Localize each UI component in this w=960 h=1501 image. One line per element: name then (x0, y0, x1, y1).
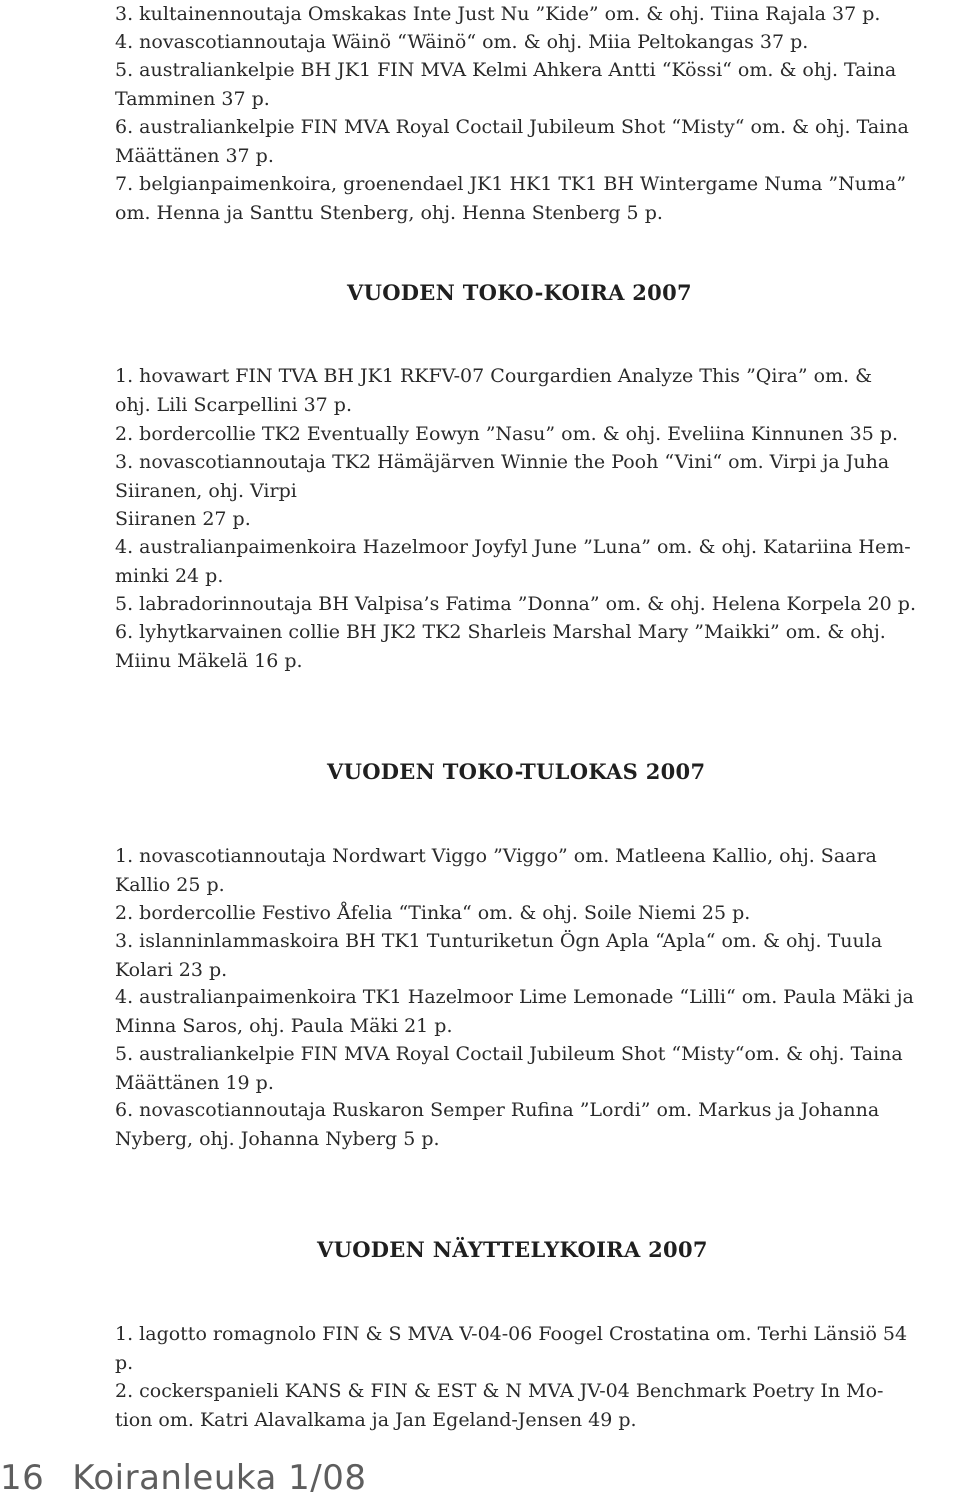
list-item: 5. australiankelpie BH JK1 FIN MVA Kelmi Ahkera Antti “Kössi“ om. & ohj. Taina Tamminen 37 p. (115, 59, 897, 110)
list-item: 5. australiankelpie FIN MVA Royal Coctail Jubileum Shot “Misty“om. & ohj. Taina Määttänen 19 p. (115, 1043, 903, 1094)
list-item: 3. islanninlammaskoira BH TK1 Tunturiketun Ögn Apla “Apla“ om. & ohj. Tuula Kolari 23 p. (115, 930, 883, 981)
list-item: 5. labradorinnoutaja BH Valpisa’s Fatima ”Donna” om. & ohj. Helena Korpela 20 p. (115, 593, 916, 615)
list-item: 1. novascotiannoutaja Nordwart Viggo ”Viggo” om. Matleena Kallio, ohj. Saara Kallio 25 p. (115, 845, 877, 896)
section-heading-toko-koira: VUODEN TOKO-KOIRA 2007 (347, 280, 692, 305)
list-item: 6. novascotiannoutaja Ruskaron Semper Rufina ”Lordi” om. Markus ja Johanna Nyberg, ohj. Johanna Nyberg 5 p. (115, 1099, 880, 1150)
section-heading-nayttelykoira: VUODEN NÄYTTELYKOIRA 2007 (317, 1237, 708, 1262)
list-item: 1. lagotto romagnolo FIN & S MVA V-04-06 Foogel Crostatina om. Terhi Länsiö 54 p. (115, 1323, 908, 1374)
list-item: 3. novascotiannoutaja TK2 Hämäjärven Winnie the Pooh “Vini“ om. Virpi ja Juha Siiranen, ohj. Virpi Siiranen 27 p. (115, 451, 890, 530)
list-item: 3. kultainennoutaja Omskakas Inte Just Nu ”Kide” om. & ohj. Tiina Rajala 37 p. (115, 3, 881, 25)
list-item: 7. belgianpaimenkoira, groenendael JK1 HK1 TK1 BH Wintergame Numa ”Numa” om. Henna ja Santtu Stenberg, ohj. Henna Stenberg 5 p. (115, 173, 907, 224)
page-number: 16 (0, 1458, 45, 1498)
publication-title: Koiranleuka 1/08 (72, 1458, 367, 1498)
list-item: 2. bordercollie TK2 Eventually Eowyn ”Nasu” om. & ohj. Eveliina Kinnunen 35 p. (115, 423, 899, 445)
list-item: 2. bordercollie Festivo Åfelia “Tinka“ om. & ohj. Soile Niemi 25 p. (115, 902, 751, 924)
page-footer (0, 1458, 366, 1498)
list-item: 4. novascotiannoutaja Wäinö “Wäinö“ om. & ohj. Miia Peltokangas 37 p. (115, 31, 809, 53)
list-item: 4. australianpaimenkoira TK1 Hazelmoor Lime Lemonade “Lilli“ om. Paula Mäki ja Minna Saros, ohj. Paula Mäki 21 p. (115, 986, 914, 1037)
section-heading-toko-tulokas: VUODEN TOKO-TULOKAS 2007 (327, 759, 706, 784)
list-item: 6. lyhytkarvainen collie BH JK2 TK2 Sharleis Marshal Mary ”Maikki” om. & ohj. Miinu Mäkelä 16 p. (115, 621, 886, 672)
list-item: 6. australiankelpie FIN MVA Royal Coctail Jubileum Shot “Misty“ om. & ohj. Taina Määttänen 37 p. (115, 116, 909, 167)
list-item: 4. australianpaimenkoira Hazelmoor Joyfyl June ”Luna” om. & ohj. Katariina Hem- minki 24 p. (115, 536, 911, 587)
list-item: 1. hovawart FIN TVA BH JK1 RKFV-07 Courgardien Analyze This ”Qira” om. & ohj. Lili Scarpellini 37 p. (115, 365, 873, 416)
list-item: 2. cockerspanieli KANS & FIN & EST & N MVA JV-04 Benchmark Poetry In Mo- tion om. Katri Alavalkama ja Jan Egeland-Jensen 49 p. (115, 1380, 884, 1431)
